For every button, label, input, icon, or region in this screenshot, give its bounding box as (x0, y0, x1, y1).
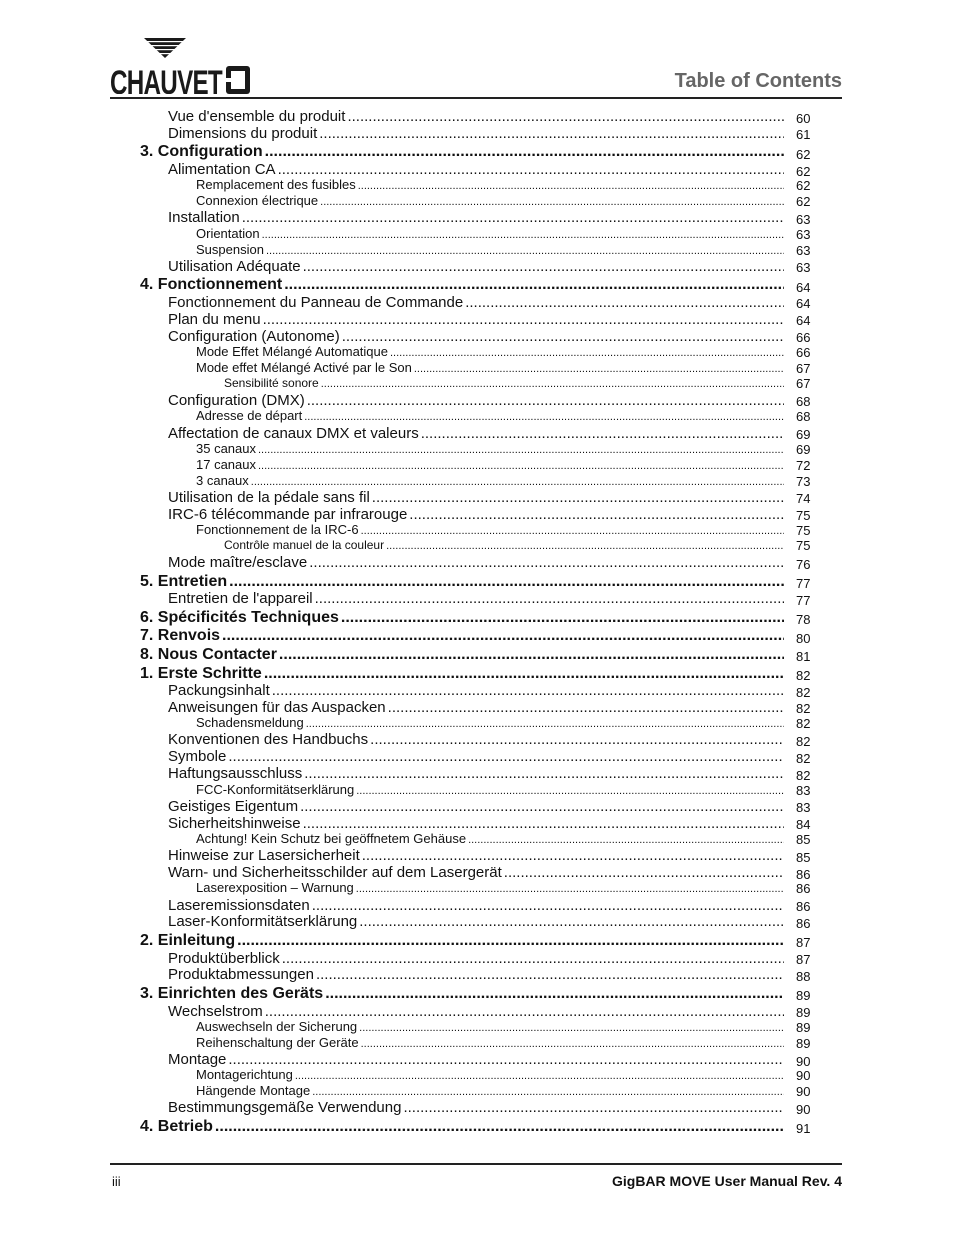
toc-entry-page: 74 (796, 491, 811, 507)
toc-entry-title: Vue d'ensemble du produit (168, 108, 346, 125)
toc-entry-title: Remplacement des fusibles (196, 177, 356, 193)
toc-entry[interactable] (196, 522, 784, 537)
toc-entry[interactable] (168, 489, 784, 506)
toc-entry-title: Sensibilité sonore (224, 375, 319, 390)
toc-entry[interactable] (196, 831, 784, 846)
dot-leader (465, 294, 784, 311)
dot-leader (316, 966, 784, 983)
page-title: Table of Contents (674, 70, 842, 92)
dot-leader (359, 913, 784, 930)
toc-entry-title: Adresse de départ (196, 408, 303, 424)
toc-entry-title: FCC-Konformitätserklärung (196, 781, 355, 797)
toc-entry[interactable] (168, 1051, 784, 1068)
dot-leader (215, 1118, 784, 1136)
dot-leader (304, 411, 784, 423)
dot-leader (358, 180, 784, 192)
dot-leader (263, 311, 784, 328)
dot-leader (251, 476, 784, 488)
toc-entry-title: Laseremissionsdaten (168, 896, 310, 914)
dot-leader (347, 108, 784, 125)
toc-entry[interactable] (168, 554, 784, 571)
toc-entry-title: IRC-6 télécommande par infrarouge (168, 505, 408, 523)
toc-entry[interactable] (196, 1083, 784, 1098)
dot-leader (300, 798, 784, 815)
toc-entry[interactable] (168, 311, 784, 328)
toc-entry[interactable] (168, 294, 784, 311)
toc-entry-page: 67 (796, 375, 811, 391)
dot-leader (312, 1086, 784, 1098)
toc-entry-title: 3. Configuration (140, 143, 263, 161)
toc-entry-page: 69 (796, 427, 811, 443)
toc-entry[interactable] (168, 966, 784, 983)
toc-entry-title: Haftungsausschluss (168, 765, 303, 783)
toc-entry-title: Plan du menu (168, 310, 261, 328)
toc-entry[interactable] (168, 425, 784, 442)
dot-leader (372, 489, 784, 506)
toc-entry-page: 82 (796, 716, 811, 732)
toc-entry-page: 89 (796, 1035, 811, 1051)
dot-leader (356, 883, 784, 895)
toc-entry[interactable] (168, 1003, 784, 1020)
toc-entry[interactable] (196, 193, 784, 208)
toc-entry[interactable] (168, 731, 784, 748)
toc-entry-page: 64 (796, 313, 811, 329)
dot-leader (320, 196, 784, 208)
toc-entry-page: 60 (796, 110, 811, 126)
dot-leader (307, 392, 784, 409)
toc-entry[interactable] (196, 177, 784, 192)
toc-entry-title: Affectation de canaux DMX et valeurs (168, 424, 419, 442)
toc-entry-title: Reihenschaltung der Geräte (196, 1034, 359, 1050)
dot-leader (284, 276, 784, 294)
dot-leader (361, 1038, 784, 1050)
dot-leader (303, 815, 784, 832)
toc-entry-title: Wechselstrom (168, 1002, 263, 1020)
dot-leader (278, 161, 784, 178)
toc-entry-page: 75 (796, 538, 811, 554)
toc-entry-page: 83 (796, 782, 811, 798)
toc-entry[interactable] (140, 932, 784, 950)
toc-entry-page: 86 (796, 866, 811, 882)
toc-entry-page: 90 (796, 1068, 811, 1084)
toc-entry[interactable] (168, 1099, 784, 1116)
toc-entry-title: Laser-Konformitätserklärung (168, 913, 358, 931)
toc-entry-page: 89 (796, 1005, 811, 1021)
toc-entry[interactable] (140, 609, 784, 627)
page-header (110, 30, 842, 98)
toc-entry-page: 62 (796, 178, 811, 194)
toc-entry-title: Sicherheitshinweise (168, 814, 301, 832)
toc-entry[interactable] (168, 864, 784, 881)
toc-entry-page: 63 (796, 211, 811, 227)
toc-entry-title: Suspension (196, 241, 264, 257)
dot-leader (266, 245, 784, 257)
toc-entry-page: 82 (796, 767, 811, 783)
toc-entry-title: Produktüberblick (168, 949, 280, 967)
page-number: iii (112, 1174, 121, 1189)
dot-leader (264, 665, 784, 683)
dot-leader (258, 444, 784, 456)
dot-leader (228, 1051, 784, 1068)
toc-entry[interactable] (196, 880, 784, 895)
toc-entry-page: 64 (796, 279, 811, 295)
dot-leader (315, 590, 784, 607)
toc-entry-title: Configuration (DMX) (168, 391, 305, 409)
toc-entry-title: Packungsinhalt (168, 682, 270, 700)
toc-entry-page: 62 (796, 146, 811, 162)
toc-entry[interactable] (196, 408, 784, 423)
toc-entry-title: Contrôle manuel de la couleur (224, 537, 385, 552)
dot-leader (304, 765, 784, 782)
toc-entry[interactable] (140, 143, 784, 161)
dot-leader (359, 1022, 784, 1034)
toc-entry-title: 4. Fonctionnement (140, 276, 283, 294)
toc-entry-page: 91 (796, 1121, 811, 1137)
svg-text:CHAUVET: CHAUVET (110, 64, 223, 94)
dot-leader (229, 573, 784, 591)
toc-entry-title: Symbole (168, 748, 227, 766)
toc-entry[interactable] (168, 950, 784, 967)
toc-entry[interactable] (168, 590, 784, 607)
toc-entry[interactable] (140, 1118, 784, 1136)
dot-leader (237, 932, 784, 950)
toc-entry-page: 82 (796, 684, 811, 700)
dot-leader (504, 864, 784, 881)
toc-entry[interactable] (196, 1035, 784, 1050)
toc-entry-page: 83 (796, 800, 811, 816)
toc-entry-page: 72 (796, 457, 811, 473)
toc-entry-title: Mode Effet Mélangé Automatique (196, 343, 388, 359)
toc-entry[interactable] (224, 376, 784, 390)
toc-entry-page: 84 (796, 817, 811, 833)
toc-entry[interactable] (196, 242, 784, 257)
toc-entry-page: 69 (796, 441, 811, 457)
toc-entry-page: 86 (796, 899, 811, 915)
toc-entry-title: Montage (168, 1051, 227, 1069)
toc-entry-title: Fonctionnement de la IRC-6 (196, 521, 359, 537)
dot-leader (265, 1003, 784, 1020)
toc-entry[interactable] (168, 682, 784, 699)
toc-entry[interactable] (196, 226, 784, 241)
toc-entry-title: 35 canaux (196, 440, 256, 456)
toc-entry-title: 4. Betrieb (140, 1118, 213, 1135)
dot-leader (279, 646, 784, 664)
toc-entry-page: 82 (796, 750, 811, 766)
toc-entry-page: 88 (796, 968, 811, 984)
dot-leader (303, 258, 784, 275)
toc-entry-page: 64 (796, 296, 811, 312)
toc-entry-title: Auswechseln der Sicherung (196, 1018, 358, 1034)
toc-entry[interactable] (168, 699, 784, 716)
dot-leader (388, 699, 784, 716)
toc-entry-page: 86 (796, 881, 811, 897)
manual-title: GigBAR MOVE User Manual Rev. 4 (611, 1173, 842, 1189)
dot-leader (312, 897, 784, 914)
toc-entry-page: 76 (796, 556, 811, 572)
toc-entry-page: 75 (796, 508, 811, 524)
toc-entry[interactable] (196, 441, 784, 456)
toc-entry-page: 62 (796, 163, 811, 179)
toc-entry-page: 73 (796, 473, 811, 489)
dot-leader (342, 328, 784, 345)
toc-entry-page: 90 (796, 1084, 811, 1100)
toc-entry-title: 17 canaux (196, 456, 256, 472)
dot-leader (356, 785, 784, 797)
toc-entry-title: Hängende Montage (196, 1083, 311, 1099)
dot-leader (295, 1070, 784, 1082)
toc-entry-page: 77 (796, 575, 811, 591)
toc-entry-page: 63 (796, 226, 811, 242)
dot-leader (321, 378, 784, 390)
toc-entry-page: 63 (796, 260, 811, 276)
dot-leader (414, 363, 784, 375)
toc-entry-page: 80 (796, 630, 811, 646)
header-divider (110, 97, 842, 99)
dot-leader (390, 347, 784, 359)
toc-entry-page: 90 (796, 1101, 811, 1117)
toc-entry[interactable] (196, 782, 784, 797)
toc-entry[interactable] (140, 573, 784, 591)
dot-leader (341, 609, 784, 627)
toc-entry-title: Utilisation de la pédale sans fil (168, 488, 370, 506)
toc-entry-title: Laserexposition – Warnung (196, 880, 354, 896)
toc-entry-page: 85 (796, 849, 811, 865)
toc-entry-page: 78 (796, 612, 811, 628)
chauvet-dj-logo (110, 36, 252, 94)
toc-entry[interactable] (196, 360, 784, 375)
toc-entry-title: Warn- und Sicherheitsschilder auf dem Lasergerät (168, 864, 502, 882)
toc-entry-title: 8. Nous Contacter (140, 645, 277, 663)
toc-entry-title: Hinweise zur Lasersicherheit (168, 847, 360, 865)
dot-leader (362, 847, 784, 864)
toc-entry[interactable] (196, 344, 784, 359)
toc-entry-page: 89 (796, 988, 811, 1004)
toc-entry[interactable] (168, 765, 784, 782)
toc-entry[interactable] (168, 258, 784, 275)
dot-leader (258, 460, 784, 472)
toc-entry[interactable] (196, 715, 784, 730)
toc-entry-title: Bestimmungsgemäße Verwendung (168, 1099, 402, 1117)
toc-entry-title: Mode maître/esclave (168, 554, 308, 572)
toc-entry-title: 5. Entretien (140, 572, 228, 590)
toc-entry-page: 62 (796, 194, 811, 210)
toc-entry-title: Geistiges Eigentum (168, 797, 299, 815)
dot-leader (403, 1099, 784, 1116)
toc-entry-page: 68 (796, 409, 811, 425)
toc-entry-title: Mode effet Mélangé Activé par le Son (196, 359, 412, 375)
toc-entry[interactable] (140, 985, 784, 1003)
dot-leader (386, 540, 784, 552)
toc-entry-page: 67 (796, 360, 811, 376)
dot-leader (262, 229, 784, 241)
dot-leader (282, 950, 784, 967)
toc-entry-title: 3 canaux (196, 472, 249, 488)
toc-entry-title: Fonctionnement du Panneau de Commande (168, 293, 464, 311)
toc-entry[interactable] (224, 538, 784, 552)
toc-entry[interactable] (140, 627, 784, 645)
dot-leader (319, 125, 784, 142)
toc-entry-title: 6. Spécificités Techniques (140, 608, 339, 626)
toc-entry-title: 7. Renvois (140, 627, 221, 645)
dot-leader (306, 718, 784, 730)
toc-entry[interactable] (168, 748, 784, 765)
toc-entry-page: 77 (796, 592, 811, 608)
toc-entry[interactable] (168, 798, 784, 815)
toc-entry-page: 82 (796, 733, 811, 749)
toc-entry-page: 61 (796, 127, 811, 143)
toc-entry[interactable] (168, 328, 784, 345)
dot-leader (309, 554, 784, 571)
toc-entry[interactable] (168, 392, 784, 409)
toc-entry-page: 75 (796, 522, 811, 538)
toc-entry-title: Connexion électrique (196, 193, 319, 209)
toc-entry-title: 2. Einleitung (140, 932, 236, 950)
toc-entry-page: 81 (796, 649, 811, 665)
toc-entry-page: 66 (796, 344, 811, 360)
toc-entry-title: Anweisungen für das Auspacken (168, 698, 386, 716)
toc-entry[interactable] (168, 913, 784, 930)
toc-entry-title: Alimentation CA (168, 161, 276, 179)
toc-entry-page: 87 (796, 935, 811, 951)
toc-entry-page: 87 (796, 952, 811, 968)
toc-entry[interactable] (140, 276, 784, 294)
toc-entry-title: Produktabmessungen (168, 966, 314, 984)
toc-entry-title: 3. Einrichten des Geräts (140, 985, 324, 1003)
toc-entry[interactable] (168, 161, 784, 178)
toc-entry-title: 1. Erste Schritte (140, 664, 262, 682)
toc-entry-title: Schadensmeldung (196, 715, 304, 731)
toc-entry[interactable] (168, 125, 784, 142)
toc-entry-page: 85 (796, 831, 811, 847)
toc-entry-title: Konventionen des Handbuchs (168, 731, 369, 749)
dot-leader (228, 748, 784, 765)
toc-entry[interactable] (168, 209, 784, 226)
toc-entry-title: Entretien de l'appareil (168, 590, 313, 608)
dot-leader (370, 731, 784, 748)
dot-leader (409, 506, 784, 523)
dot-leader (265, 143, 784, 161)
toc-entry-title: Orientation (196, 225, 260, 241)
footer-divider (110, 1163, 842, 1165)
toc-entry[interactable] (168, 847, 784, 864)
toc-entry[interactable] (168, 506, 784, 523)
toc-entry[interactable] (168, 897, 784, 914)
dot-leader (421, 425, 784, 442)
toc-entry-page: 82 (796, 701, 811, 717)
toc-entry-title: Utilisation Adéquate (168, 257, 301, 275)
toc-entry[interactable] (196, 1019, 784, 1034)
toc-entry[interactable] (168, 815, 784, 832)
toc-entry[interactable] (196, 473, 784, 488)
toc-entry-title: Montagerichtung (196, 1067, 293, 1083)
toc-entry-title: Configuration (Autonome) (168, 327, 340, 345)
toc-entry-page: 82 (796, 667, 811, 683)
toc-entry-title: Dimensions du produit (168, 124, 318, 142)
dot-leader (361, 525, 784, 537)
toc-entry-page: 89 (796, 1019, 811, 1035)
toc-entry-page: 66 (796, 330, 811, 346)
toc-entry-page: 68 (796, 394, 811, 410)
dot-leader (272, 682, 784, 699)
toc-entry-page: 90 (796, 1053, 811, 1069)
toc-entry-page: 63 (796, 242, 811, 258)
toc-entry[interactable] (196, 1067, 784, 1082)
toc-entry[interactable] (196, 457, 784, 472)
dot-leader (222, 627, 784, 645)
toc-entry[interactable] (140, 665, 784, 683)
toc-entry-title: Installation (168, 209, 240, 227)
toc-entry-page: 86 (796, 915, 811, 931)
dot-leader (242, 209, 784, 226)
toc-entry[interactable] (140, 646, 784, 664)
toc-entry-title: Achtung! Kein Schutz bei geöffnetem Gehäuse (196, 830, 467, 846)
dot-leader (325, 985, 784, 1003)
dot-leader (468, 834, 784, 846)
toc-entry[interactable] (168, 108, 784, 125)
